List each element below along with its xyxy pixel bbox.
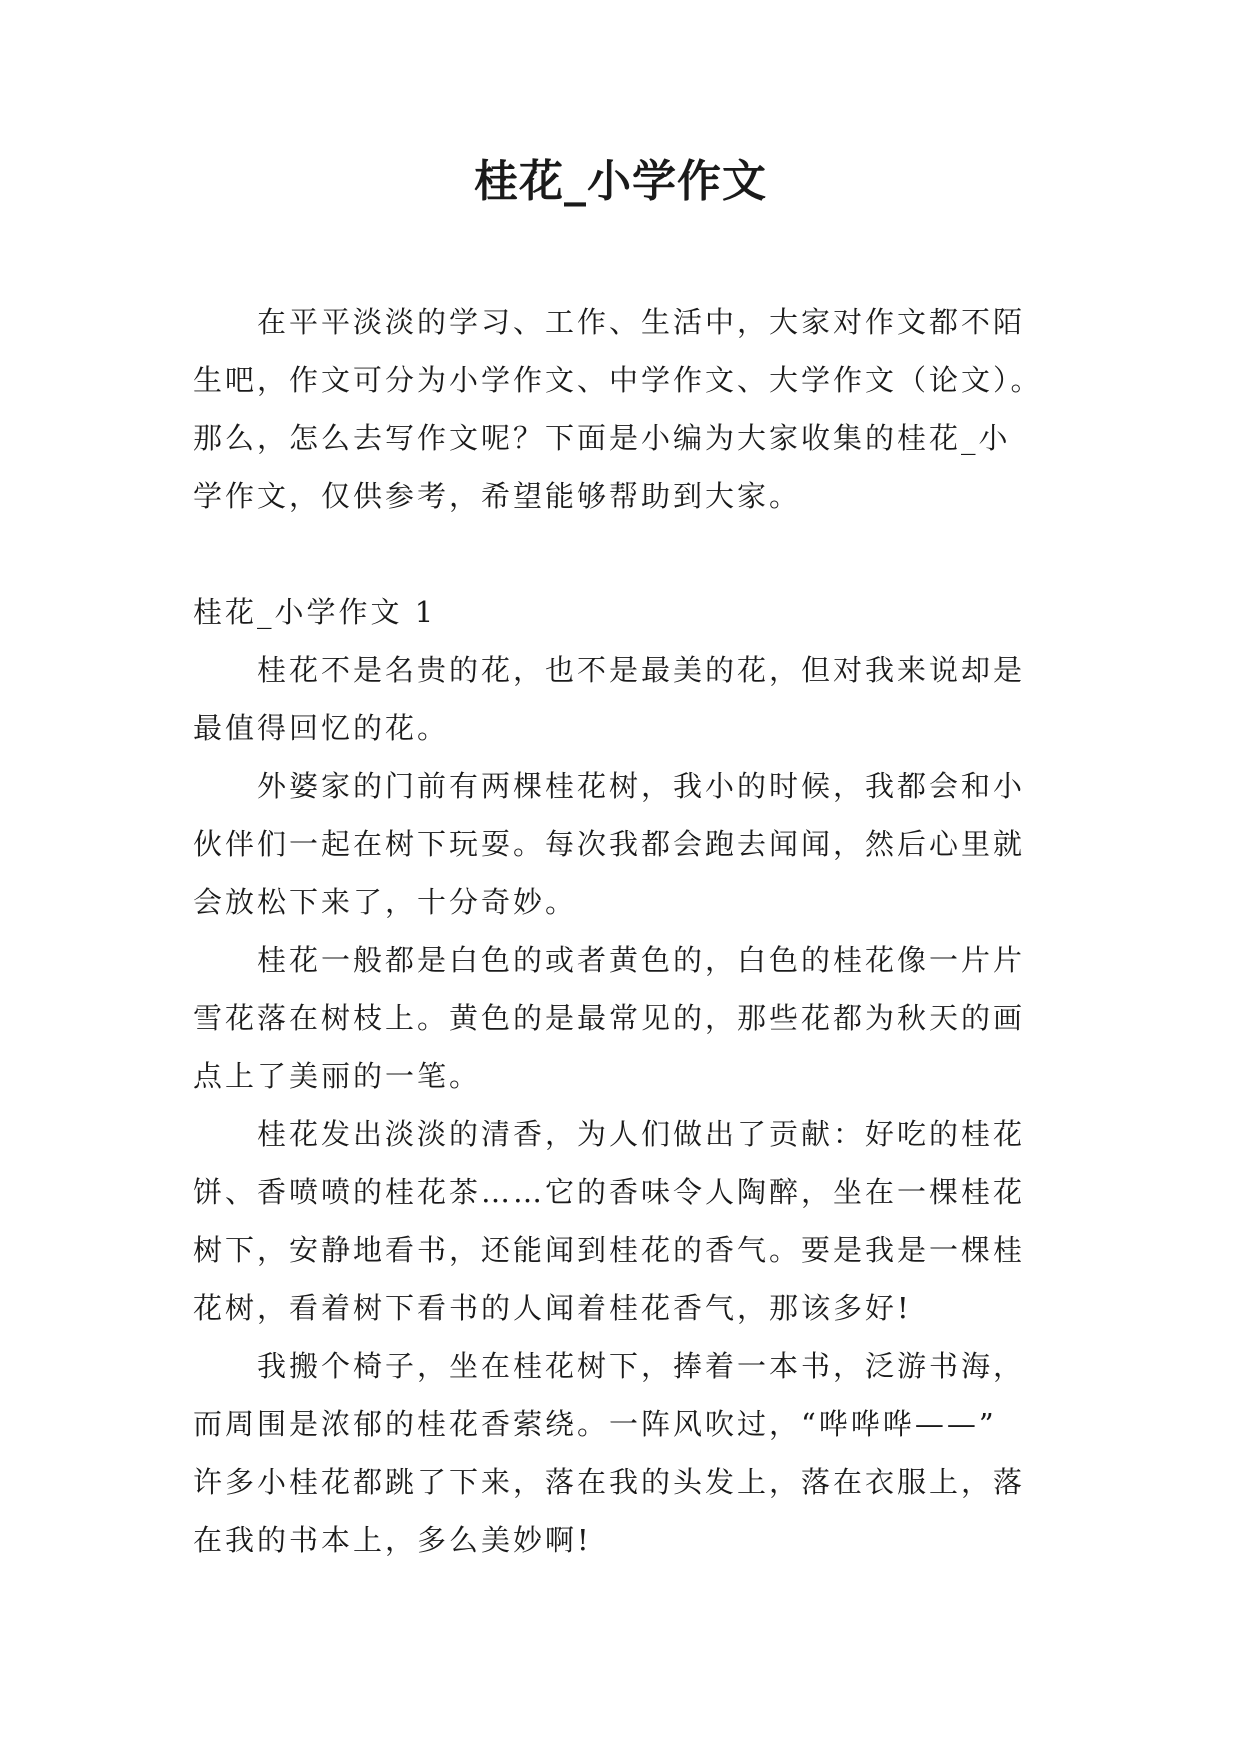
intro-line: 学作文，仅供参考，希望能够帮助到大家。 [193, 479, 802, 513]
paragraph-line: 外婆家的门前有两棵桂花树，我小的时候，我都会和小 [257, 769, 1026, 803]
body-paragraph [193, 641, 1053, 757]
paragraph-line: 雪花落在树枝上。黄色的是最常见的，那些花都为秋天的画 [193, 1001, 1026, 1035]
paragraph-line: 饼、香喷喷的桂花茶……它的香味令人陶醉，坐在一棵桂花 [193, 1175, 1026, 1209]
intro-line: 生吧，作文可分为小学作文、中学作文、大学作文（论文）。 [193, 363, 1043, 397]
paragraph-line: 桂花不是名贵的花，也不是最美的花，但对我来说却是 [257, 653, 1026, 687]
paragraph-line: 桂花一般都是白色的或者黄色的，白色的桂花像一片片 [257, 943, 1026, 977]
intro-line: 那么，怎么去写作文呢？下面是小编为大家收集的桂花_小 [193, 421, 1011, 455]
body-paragraph [193, 931, 1053, 1105]
intro-paragraph [193, 293, 1053, 525]
body-paragraph [193, 1337, 1053, 1569]
paragraph-line: 伙伴们一起在树下玩耍。每次我都会跑去闻闻，然后心里就 [193, 827, 1026, 861]
document-body [193, 293, 1053, 1569]
paragraph-line: 许多小桂花都跳了下来，落在我的头发上，落在衣服上，落 [193, 1465, 1026, 1499]
paragraph-line: 我搬个椅子，坐在桂花树下，捧着一本书，泛游书海， [257, 1349, 1026, 1383]
paragraph-line: 最值得回忆的花。 [193, 711, 450, 745]
paragraph-line: 点上了美丽的一笔。 [193, 1059, 482, 1093]
intro-line: 在平平淡淡的学习、工作、生活中，大家对作文都不陌 [257, 305, 1026, 339]
paragraph-line: 树下，安静地看书，还能闻到桂花的香气。要是我是一棵桂 [193, 1233, 1026, 1267]
body-paragraph [193, 1105, 1053, 1337]
paragraph-line: 桂花发出淡淡的清香，为人们做出了贡献：好吃的桂花 [257, 1117, 1026, 1151]
body-paragraph [193, 757, 1053, 931]
paragraph-line: 在我的书本上，多么美妙啊! [193, 1523, 592, 1557]
paragraph-line: 花树，看着树下看书的人闻着桂花香气，那该多好! [193, 1291, 912, 1325]
paragraph-line: 而周围是浓郁的桂花香萦绕。一阵风吹过，“哗哗哗——” [193, 1407, 997, 1441]
page-title: 桂花_小学作文 [474, 156, 767, 207]
paragraph-line: 会放松下来了，十分奇妙。 [193, 885, 578, 919]
section-heading: 桂花_小学作文 1 [193, 595, 437, 629]
